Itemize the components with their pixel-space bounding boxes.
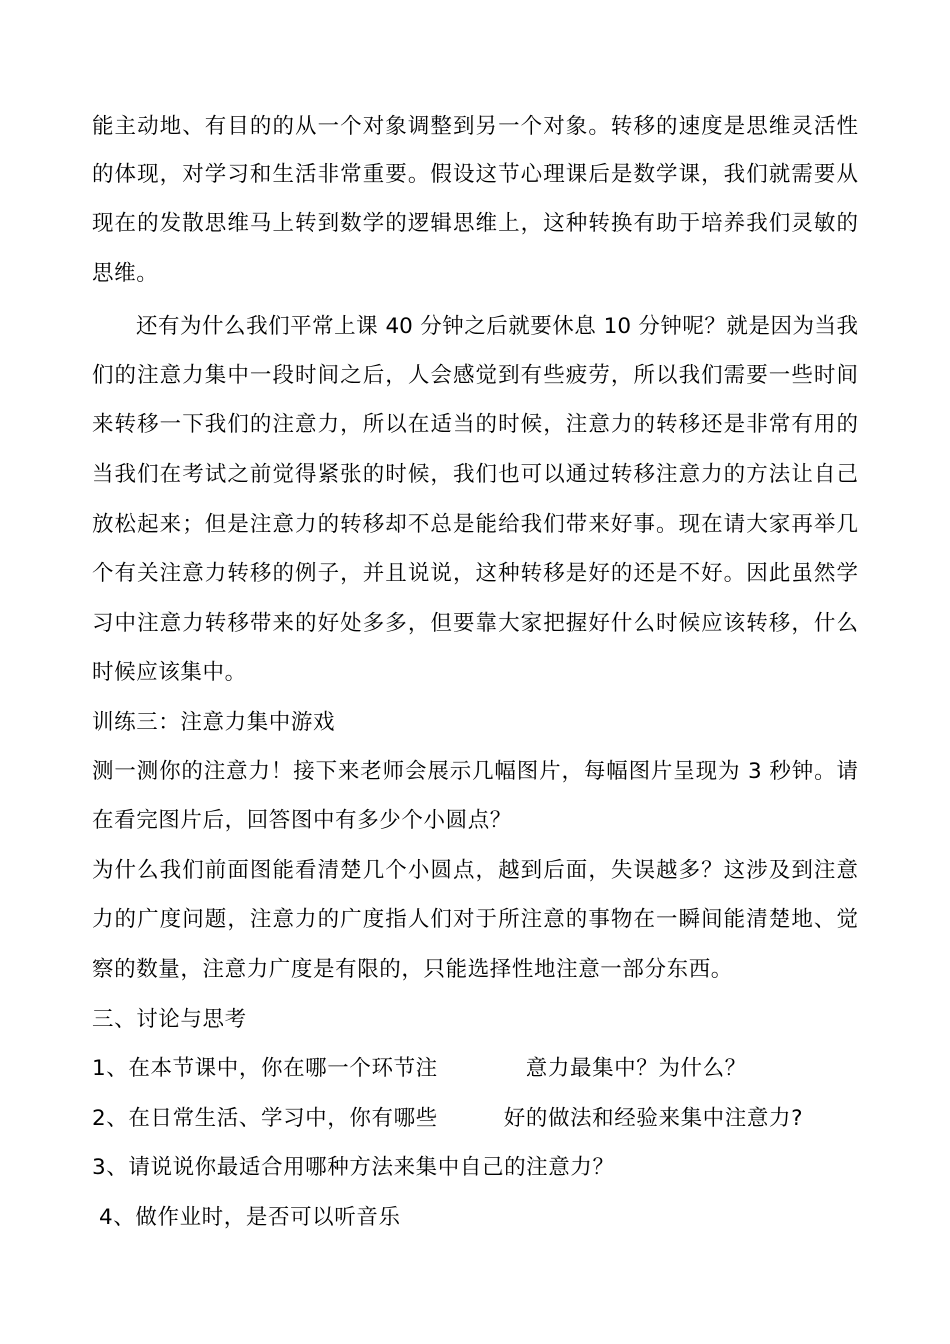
question-4: 4、做作业时，是否可以听音乐 <box>99 1205 401 1230</box>
paragraph-line: 还有为什么我们平常上课 40 分钟之后就要休息 10 分钟呢？就是因为当我 <box>136 314 858 339</box>
question-text: 1、在本节课中，你在哪一个环节注 <box>92 1056 438 1081</box>
paragraph-line: 测一测你的注意力！接下来老师会展示几幅图片，每幅图片呈现为 3 秒钟。请 <box>92 759 858 784</box>
paragraph-line: 能主动地、有目的的从一个对象调整到另一个对象。转移的速度是思维灵活性 <box>92 114 858 139</box>
paragraph-line: 时候应该集中。 <box>92 660 247 685</box>
paragraph-line: 在看完图片后，回答图中有多少个小圆点？ <box>92 808 512 833</box>
question-text: 意力最集中？为什么？ <box>525 1056 747 1081</box>
question-1 <box>92 1054 747 1084</box>
paragraph-line: 的体现，对学习和生活非常重要。假设这节心理课后是数学课，我们就需要从 <box>92 162 858 187</box>
paragraph-line: 现在的发散思维马上转到数学的逻辑思维上，这种转换有助于培养我们灵敏的 <box>92 211 858 236</box>
question-text: 2、在日常生活、学习中，你有哪些 <box>92 1106 438 1131</box>
question-2 <box>92 1104 803 1134</box>
question-3: 3、请说说你最适合用哪种方法来集中自己的注意力？ <box>92 1155 615 1180</box>
section-heading: 三、讨论与思考 <box>92 1007 247 1032</box>
paragraph-line: 思维。 <box>92 261 159 286</box>
paragraph-line: 们的注意力集中一段时间之后，人会感觉到有些疲劳，所以我们需要一些时间 <box>92 363 858 388</box>
paragraph-line: 当我们在考试之前觉得紧张的时候，我们也可以通过转移注意力的方法让自己 <box>92 462 858 487</box>
paragraph-line: 来转移一下我们的注意力，所以在适当的时候，注意力的转移还是非常有用的 <box>92 412 858 437</box>
paragraph-line: 力的广度问题，注意力的广度指人们对于所注意的事物在一瞬间能清楚地、觉 <box>92 907 858 932</box>
paragraph-line: 为什么我们前面图能看清楚几个小圆点，越到后面，失误越多？这涉及到注意 <box>92 858 858 883</box>
paragraph-line: 察的数量，注意力广度是有限的，只能选择性地注意一部分东西。 <box>92 957 733 982</box>
paragraph-line: 习中注意力转移带来的好处多多，但要靠大家把握好什么时候应该转移，什么 <box>92 611 858 636</box>
section-heading: 训练三：注意力集中游戏 <box>92 710 336 735</box>
paragraph-line: 放松起来；但是注意力的转移却不总是能给我们带来好事。现在请大家再举几 <box>92 512 858 537</box>
question-text: 好的做法和经验来集中注意力? <box>503 1106 804 1131</box>
paragraph-line: 个有关注意力转移的例子，并且说说，这种转移是好的还是不好。因此虽然学 <box>92 561 858 586</box>
